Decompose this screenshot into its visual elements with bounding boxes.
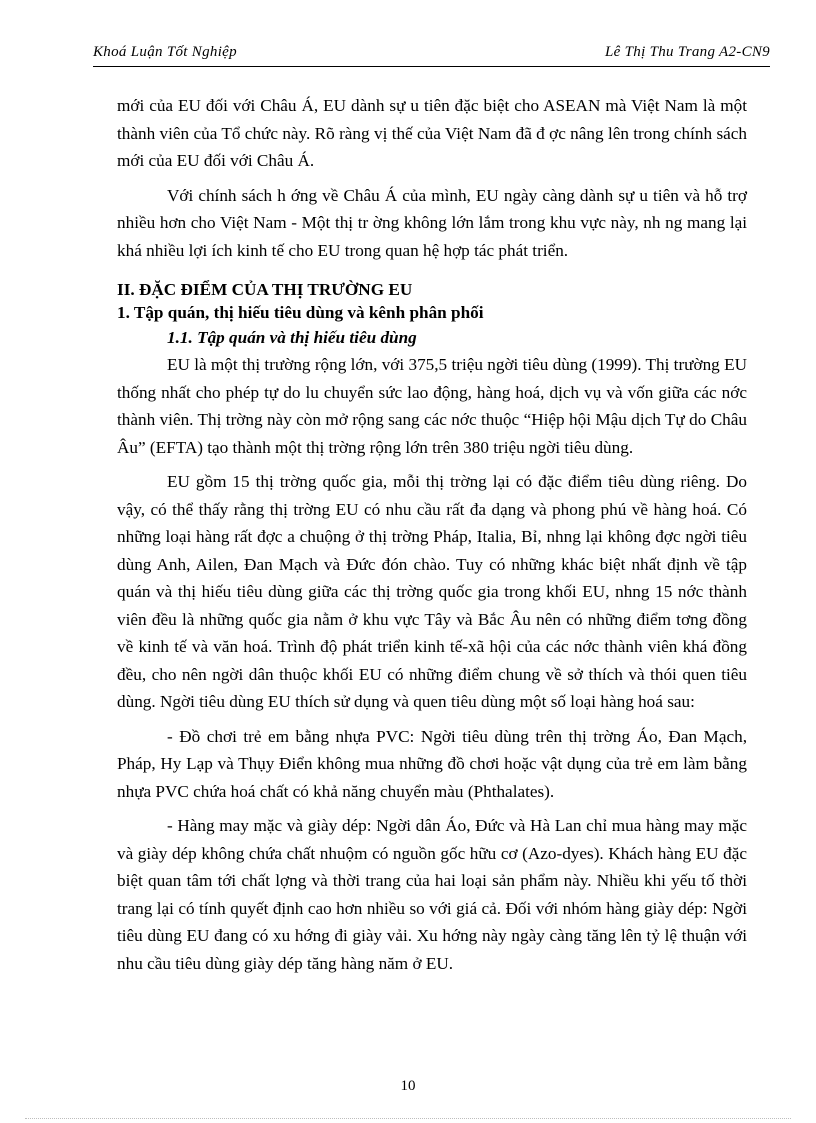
- page-number: 10: [400, 1078, 416, 1094]
- bullet-pvc-toys: - Đồ chơi trẻ em bằng nhựa PVC: Ngời tiêu dùng trên thị trờng Áo, Đan Mạch, Pháp, Hy Lạp và Thụy Điển không mua những đồ chơi hoặc vật dụng của trẻ em làm bằng nhựa PVC chứa hoá chất có khả năng chuyển màu (Phthalates).: [117, 726, 747, 801]
- section-heading: II. ĐẶC ĐIỂM CỦA THỊ TRƯỜNG EU: [117, 280, 413, 299]
- page-body: [117, 92, 747, 977]
- paragraph-eu-market: EU là một thị trường rộng lớn, với 375,5 triệu ngời tiêu dùng (1999). Thị trường EU thống nhất cho phép tự do lu chuyển sức lao động, hàng hoá, dịch vụ và vốn giữa các nớc thành viên. Thị trờng này còn mở rộng sang các nớc thuộc “Hiệp hội Mậu dịch Tự do Châu Âu” (EFTA) tạo thành một thị trờng rộng lớn trên 380 triệu ngời tiêu dùng.: [117, 355, 747, 457]
- subsubsection-heading: 1.1. Tập quán và thị hiếu tiêu dùng: [167, 328, 417, 347]
- paragraph-continuation: mới của EU đối với Châu Á, EU dành sự u tiên đặc biệt cho ASEAN mà Việt Nam là một thành viên của Tổ chức này. Rõ ràng vị thế của Việt Nam đã đ ợc nâng lên trong chính sách mới của EU đối với Châu Á.: [117, 96, 747, 170]
- paragraph-asia-policy: Với chính sách h ớng về Châu Á của mình, EU ngày càng dành sự u tiên và hỗ trợ nhiều hơn cho Việt Nam - Một thị tr ờng không lớn lắm trong khu vực này, nh ng mang lại khá nhiều lợi ích kinh tế cho EU trong quan hệ hợp tác phát triển.: [117, 185, 747, 260]
- subsection-heading: 1. Tập quán, thị hiếu tiêu dùng và kênh phân phối: [117, 303, 484, 322]
- bottom-divider: [25, 1118, 791, 1119]
- header-author: Lê Thị Thu Trang A2-CN9: [604, 44, 770, 60]
- page-header: [93, 40, 770, 67]
- bullet-clothing-footwear: - Hàng may mặc và giày dép: Ngời dân Áo, Đức và Hà Lan chỉ mua hàng may mặc và giày dép không chứa chất nhuộm có nguồn gốc hữu cơ (Azo-dyes). Khách hàng EU đặc biệt quan tâm tới chất lợng và thời trang của hai loại sản phẩm này. Nhiều khi yếu tố thời trang lại có tính quyết định cao hơn nhiều so với giá cả. Đối với nhóm hàng giày dép: Ngời tiêu dùng EU đang có xu hớng đi giày vải. Xu hớng này ngày càng tăng lên tỷ lệ thuận với nhu cầu tiêu dùng giày dép tăng hàng năm ở EU.: [117, 816, 747, 973]
- paragraph-national-markets: EU gồm 15 thị trờng quốc gia, mỗi thị trờng lại có đặc điểm tiêu dùng riêng. Do vậy, có thể thấy rằng thị trờng EU có nhu cầu rất đa dạng và phong phú về hàng hoá. Có những loại hàng rất đợc a chuộng ở thị trờng Pháp, Italia, Bỉ, nhng lại không đợc ngời tiêu dùng Anh, Ailen, Đan Mạch và Đức đón chào. Tuy có những khác biệt nhất định về tập quán và thị hiếu tiêu dùng giữa các thị trờng quốc gia trong khối EU, nhng 15 nớc thành viên đều là những quốc gia nằm ở khu vực Tây và Bắc Âu nên có những điểm tơng đồng về kinh tế và văn hoá. Trình độ phát triển kinh tế-xã hội của các nớc thành viên khá đồng đều, cho nên ngời dân thuộc khối EU có những điểm chung về sở thích và thói quen tiêu dùng. Ngời tiêu dùng EU thích sử dụng và quen tiêu dùng một số loại hàng hoá sau:: [117, 472, 747, 711]
- header-thesis-title: Khoá Luận Tốt Nghiệp: [93, 44, 237, 60]
